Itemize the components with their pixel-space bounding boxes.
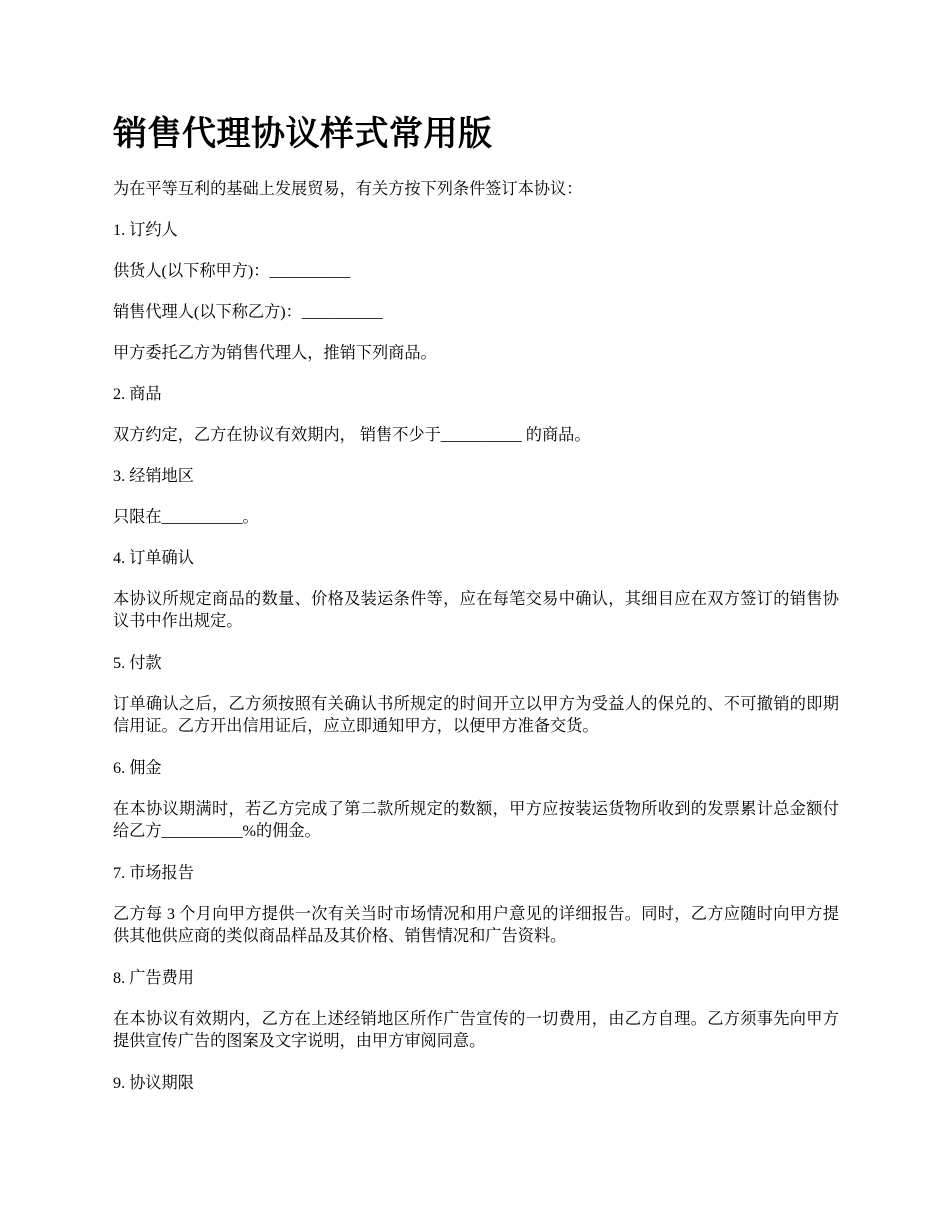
document-body: [113, 178, 839, 1113]
commission-paragraph: 在本协议期满时，若乙方完成了第二款所规定的数额，甲方应按装运货物所收到的发票累计总金额付给乙方__________%的佣金。: [113, 800, 839, 840]
section-heading-advertising: 8. 广告费用: [113, 969, 194, 987]
section-heading-goods: 2. 商品: [113, 385, 162, 403]
market-report-paragraph: 乙方每 3 个月向甲方提供一次有关当时市场情况和用户意见的详细报告。同时，乙方应随时向甲方提供其他供应商的类似商品样品及其价格、销售情况和广告资料。: [113, 905, 839, 945]
document-title: 销售代理协议样式常用版: [113, 116, 493, 153]
section-heading-order: 4. 订单确认: [113, 549, 194, 567]
section-heading-payment: 5. 付款: [113, 654, 162, 672]
region-paragraph: 只限在__________。: [113, 508, 259, 526]
advertising-paragraph: 在本协议有效期内，乙方在上述经销地区所作广告宣传的一切费用，由乙方自理。乙方须事先向甲方提供宣传广告的图案及文字说明，由甲方审阅同意。: [113, 1010, 839, 1050]
section-heading-commission: 6. 佣金: [113, 759, 162, 777]
goods-paragraph: 双方约定，乙方在协议有效期内， 销售不少于__________ 的商品。: [113, 426, 591, 444]
order-paragraph: 本协议所规定商品的数量、价格及装运条件等，应在每笔交易中确认，其细目应在双方签订的销售协议书中作出规定。: [113, 590, 839, 630]
supplier-line: 供货人(以下称甲方)：__________: [113, 262, 351, 280]
payment-paragraph: 订单确认之后，乙方须按照有关确认书所规定的时间开立以甲方为受益人的保兑的、不可撤销的即期信用证。乙方开出信用证后，应立即通知甲方，以便甲方准备交货。: [113, 695, 839, 735]
section-heading-region: 3. 经销地区: [113, 467, 194, 485]
entrust-paragraph: 甲方委托乙方为销售代理人，推销下列商品。: [113, 344, 437, 362]
agent-line: 销售代理人(以下称乙方)：__________: [113, 303, 383, 321]
section-heading-market-report: 7. 市场报告: [113, 864, 194, 882]
section-heading-parties: 1. 订约人: [113, 221, 178, 239]
section-heading-term: 9. 协议期限: [113, 1074, 194, 1092]
intro-paragraph: 为在平等互利的基础上发展贸易，有关方按下列条件签订本协议：: [113, 180, 583, 198]
